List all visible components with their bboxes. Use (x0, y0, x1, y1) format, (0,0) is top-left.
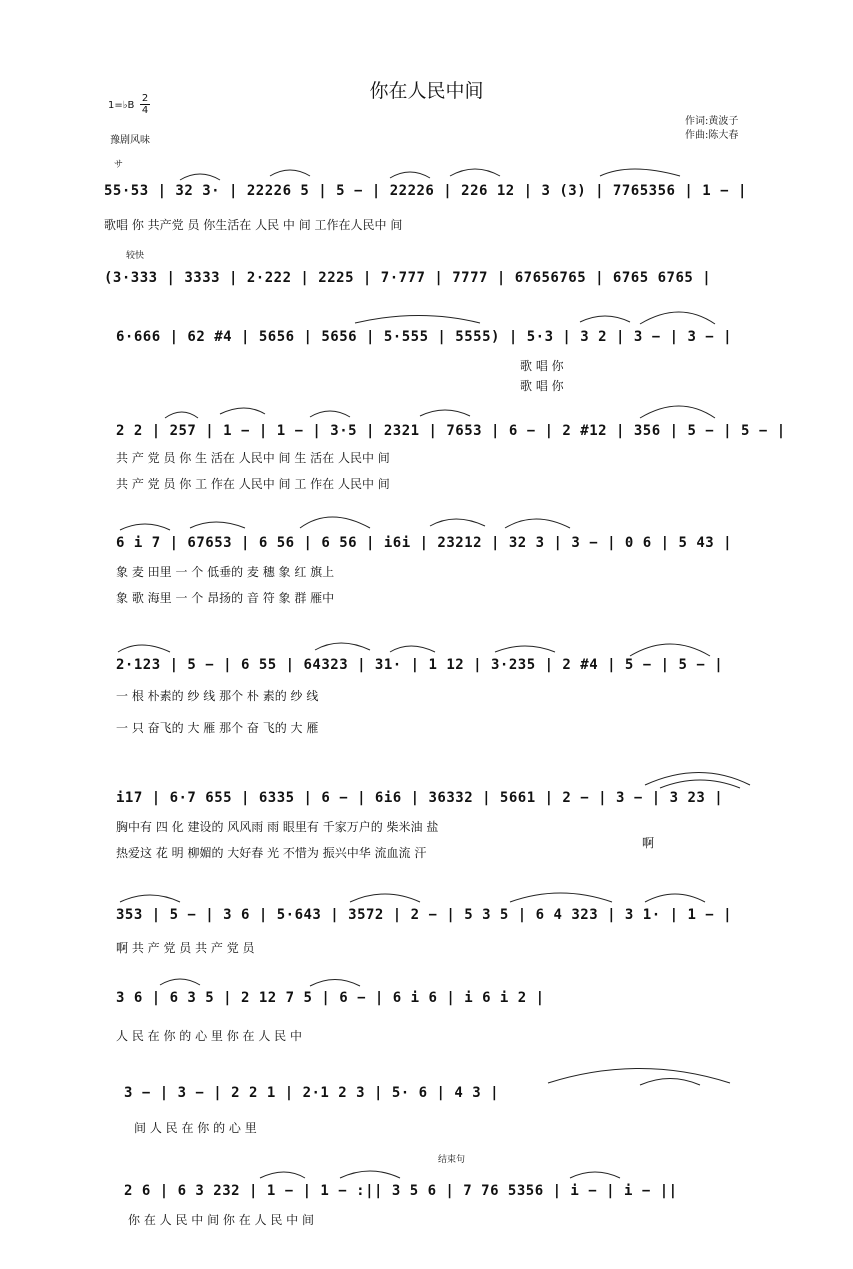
lyric-line-3b: 歌 唱 你 (520, 379, 564, 393)
slur (300, 517, 370, 528)
lyric-line-7a: 胸中有 四 化 建设的 风风雨 雨 眼里有 千家万户的 柴米油 盐 (116, 820, 439, 834)
slur (640, 1079, 700, 1086)
slur (660, 780, 740, 788)
slur (180, 174, 220, 180)
slur (270, 170, 310, 176)
score-line-6: 2·123 | 5 − | 6 55 | 64323 | 31· | 1 12 | 3·235 | 2 #4 | 5 − | 5 − | (116, 657, 724, 673)
score-line-11: 2 6 | 6 3 232 | 1 − | 1 − :|| 3 5 6 | 7 76 5356 | i − | i − || (124, 1183, 678, 1199)
slur (340, 1171, 400, 1178)
score-line-10: 3 − | 3 − | 2 2 1 | 2·1 2 3 | 5· 6 | 4 3 | (124, 1085, 500, 1101)
score-line-3: 6·666 | 62 #4 | 5656 | 5656 | 5·555 | 5555) | 5·3 | 3 2 | 3 − | 3 − | (116, 329, 733, 345)
score-line-7: i17 | 6·7 655 | 6335 | 6 − | 6i6 | 36332 | 5661 | 2 − | 3 − | 3 23 | (116, 790, 724, 806)
lyric-line-6a: 一 根 朴素的 纱 线 那个 朴 素的 纱 线 (116, 689, 319, 703)
lyric-line-9: 人 民 在 你 的 心 里 你 在 人 民 中 (116, 1029, 302, 1043)
composer-credit: 作曲:陈大春 (685, 130, 739, 141)
slur (450, 169, 500, 176)
slur (505, 519, 570, 528)
slur (165, 412, 198, 418)
slur (580, 316, 630, 322)
song-title: 你在人民中间 (369, 80, 484, 102)
lyric-line-5b: 象 歌 海里 一 个 昂扬的 音 符 象 群 雁中 (116, 591, 335, 605)
slur (430, 519, 485, 526)
lyric-line-10: 间 人 民 在 你 的 心 里 (134, 1121, 257, 1135)
lyric-line-4b: 共 产 党 员 你 工 作在 人民中 间 工 作在 人民中 间 (116, 477, 390, 491)
slur (640, 406, 715, 418)
lyric-line-7b: 热爱这 花 明 柳媚的 大好春 光 不惜为 振兴中华 流血流 汗 (116, 846, 427, 860)
key-signature: 1=♭B (108, 100, 135, 111)
lyric-line-5a: 象 麦 田里 一 个 低垂的 麦 穗 象 红 旗上 (116, 565, 335, 579)
slur (310, 980, 360, 987)
lyric-line-6b: 一 只 奋飞的 大 雁 那个 奋 飞的 大 雁 (116, 721, 319, 735)
slur (645, 773, 750, 786)
slur (118, 645, 170, 652)
score-line-9: 3 6 | 6 3 5 | 2 12 7 5 | 6 − | 6 i 6 | i 6 i 2 | (116, 990, 545, 1006)
slur (160, 979, 200, 985)
tempo-mark: サ (114, 160, 124, 170)
slur (355, 316, 480, 324)
slur (640, 312, 715, 324)
lyric-line-8: 啊 共 产 党 员 共 产 党 员 (116, 941, 255, 955)
score-line-1: 55·53 | 32 3· | 22226 5 | 5 − | 22226 | 226 12 | 3 (3) | 7765356 | 1 − | (104, 183, 747, 199)
slur (260, 1172, 305, 1178)
time-numerator: 2 (141, 93, 149, 104)
slur (190, 522, 245, 528)
score-line-2: (3·333 | 3333 | 2·222 | 2225 | 7·777 | 7777 | 67656765 | 6765 6765 | (104, 270, 712, 286)
slur (548, 1069, 730, 1084)
slur (120, 895, 180, 902)
slur (570, 1172, 620, 1178)
slur (420, 410, 470, 416)
slur (120, 524, 170, 530)
slur (495, 646, 555, 652)
lyric-ah: 啊 (642, 836, 655, 850)
lyric-line-1: 歌唱 你 共产党 员 你生活在 人民 中 间 工作在人民中 间 (104, 218, 403, 232)
slur (600, 169, 680, 176)
score-line-4: 2 2 | 257 | 1 − | 1 − | 3·5 | 2321 | 7653 | 6 − | 2 #12 | 356 | 5 − | 5 − | (116, 423, 786, 439)
tempo-mark: 较快 (126, 251, 145, 261)
slur (315, 643, 370, 650)
slur (510, 893, 612, 902)
score-line-5: 6 i 7 | 67653 | 6 56 | 6 56 | i6i | 23212 | 32 3 | 3 − | 0 6 | 5 43 | (116, 535, 733, 551)
slur (630, 644, 710, 656)
slur (645, 894, 705, 902)
style-note: 豫剧风味 (110, 135, 150, 146)
slur (390, 172, 430, 178)
ending-mark: 结束句 (438, 1155, 466, 1165)
lyric-line-4a: 共 产 党 员 你 生 活在 人民中 间 生 活在 人民中 间 (116, 451, 390, 465)
lyric-line-3a: 歌 唱 你 (520, 359, 564, 373)
slur (390, 646, 435, 652)
time-denominator: 4 (141, 105, 149, 116)
score-line-8: 353 | 5 − | 3 6 | 5·643 | 3572 | 2 − | 5 3 5 | 6 4 323 | 3 1· | 1 − | (116, 907, 733, 923)
slur (310, 411, 350, 417)
slur (350, 894, 420, 902)
lyric-line-11: 你 在 人 民 中 间 你 在 人 民 中 间 (128, 1213, 314, 1227)
slur (220, 408, 265, 414)
lyricist-credit: 作词:黄波子 (685, 116, 739, 127)
